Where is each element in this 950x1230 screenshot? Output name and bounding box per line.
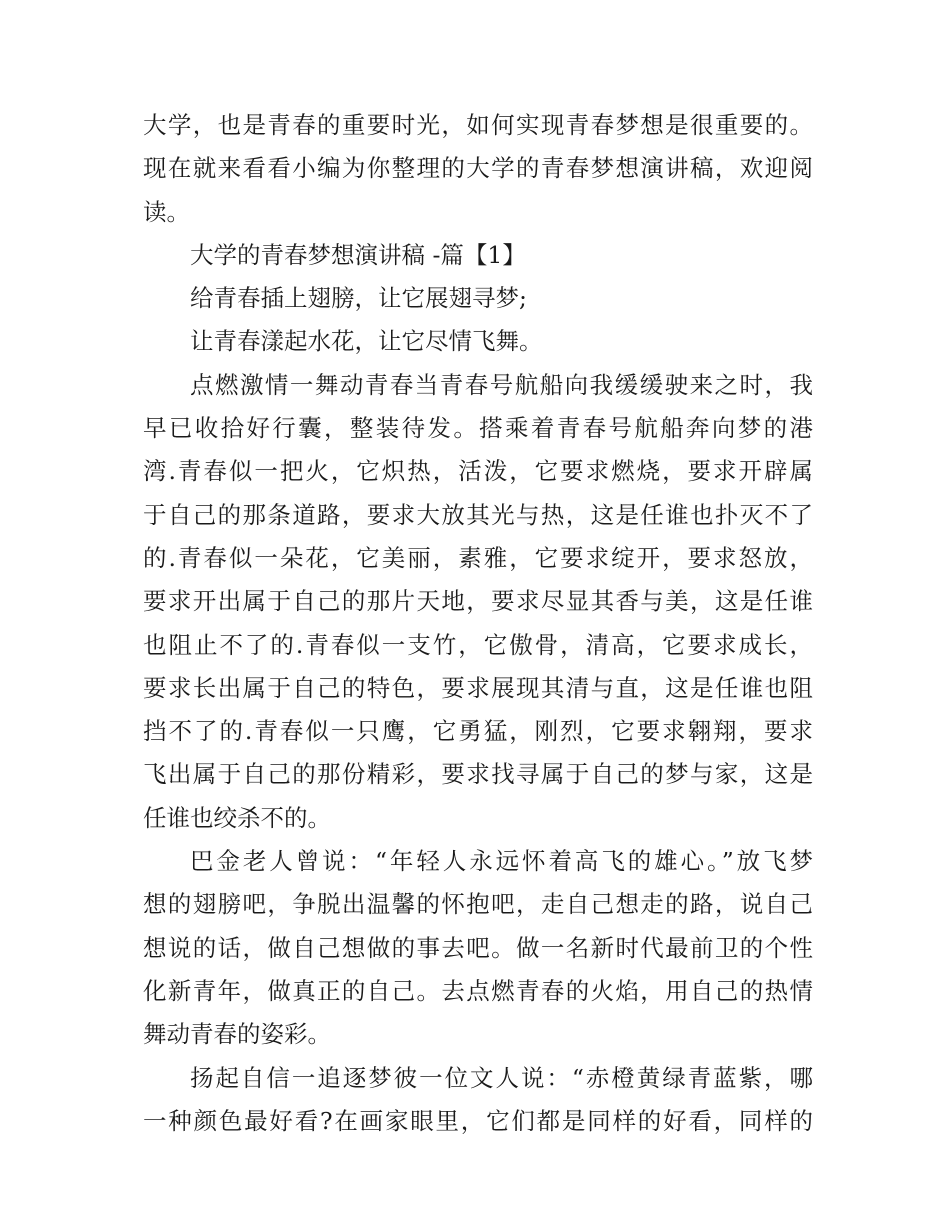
text-line: 现在就来看看小编为你整理的大学的青春梦想演讲稿，欢迎阅 bbox=[143, 154, 813, 183]
text-line: 飞出属于自己的那份精彩，要求找寻属于自己的梦与家，这是 bbox=[143, 760, 813, 789]
body-paragraph-3 bbox=[143, 1057, 813, 1144]
text-line: 一种颜色最好看?在画家眼里，它们都是同样的好看，同样的 bbox=[143, 1106, 813, 1135]
text-line: 于自己的那条道路，要求大放其光与热，这是任谁也扑灭不了 bbox=[143, 500, 813, 529]
text-line: 想说的话，做自己想做的事去吧。做一名新时代最前卫的个性 bbox=[143, 933, 813, 962]
text-line: 想的翅膀吧，争脱出温馨的怀抱吧，走自己想走的路，说自己 bbox=[143, 890, 813, 919]
verse-line: 给青春插上翅膀，让它展翅寻梦; bbox=[190, 284, 527, 313]
verse-line: 让青春漾起水花，让它尽情飞舞。 bbox=[190, 327, 543, 356]
text-line: 扬起自信一追逐梦彼一位文人说：“赤橙黄绿青蓝紫，哪 bbox=[190, 1063, 813, 1092]
text-line: 点燃激情一舞动青春当青春号航船向我缓缓驶来之时，我 bbox=[190, 370, 813, 399]
text-line: 要求长出属于自己的特色，要求展现其清与直，这是任谁也阻 bbox=[143, 673, 813, 702]
body-paragraph-2 bbox=[143, 840, 813, 1056]
section-heading: 大学的青春梦想演讲稿 -篇【1】 bbox=[190, 240, 526, 269]
text-line: 舞动青春的姿彩。 bbox=[143, 1020, 331, 1049]
text-line: 任谁也绞杀不的。 bbox=[143, 803, 331, 832]
text-line: 挡不了的.青春似一只鹰，它勇猛，刚烈，它要求翱翔，要求 bbox=[143, 717, 813, 746]
body-paragraph-1 bbox=[143, 364, 813, 840]
text-line: 湾.青春似一把火，它炽热，活泼，它要求燃烧，要求开辟属 bbox=[143, 457, 813, 486]
text-line: 大学，也是青春的重要时光，如何实现青春梦想是很重要的。 bbox=[143, 111, 813, 139]
text-line: 化新青年，做真正的自己。去点燃青春的火焰，用自己的热情 bbox=[143, 976, 813, 1005]
document-page bbox=[143, 104, 813, 1143]
verse-block bbox=[143, 277, 813, 364]
text-line: 的.青春似一朵花，它美丽，素雅，它要求绽开，要求怒放， bbox=[143, 543, 813, 572]
intro-paragraph bbox=[143, 104, 813, 234]
text-line: 读。 bbox=[143, 197, 190, 226]
text-line: 早已收拾好行囊，整装待发。搭乘着青春号航船奔向梦的港 bbox=[143, 414, 813, 443]
text-line: 巴金老人曾说：“年轻人永远怀着高飞的雄心。”放飞梦 bbox=[190, 847, 813, 876]
text-line: 也阻止不了的.青春似一支竹，它傲骨，清高，它要求成长， bbox=[143, 630, 813, 659]
text-line: 要求开出属于自己的那片天地，要求尽显其香与美，这是任谁 bbox=[143, 587, 813, 616]
